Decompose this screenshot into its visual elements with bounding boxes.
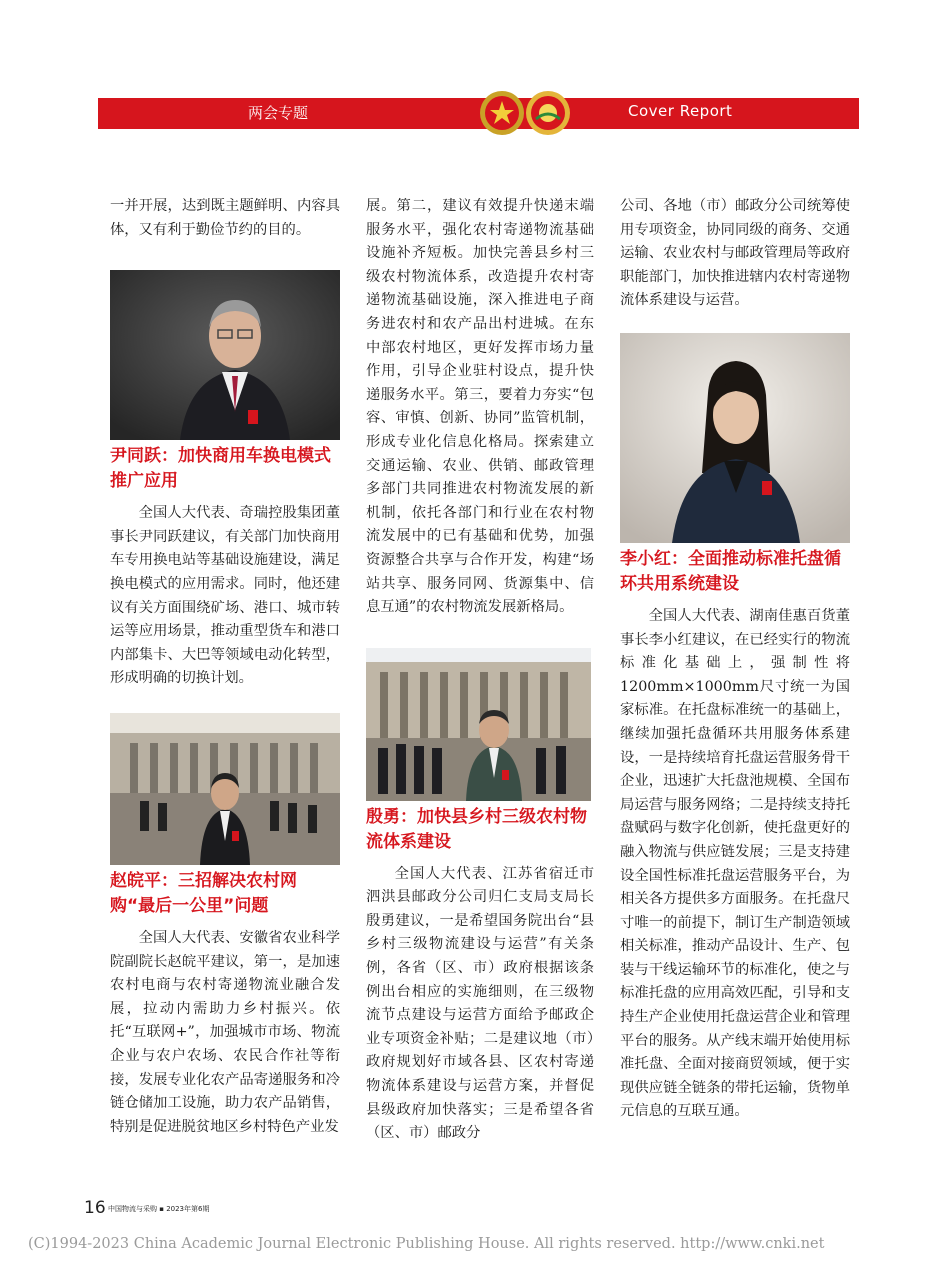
portrait-image (620, 333, 850, 543)
article-title-li: 李小红：全面推动标准托盘循环共用系统建设 (620, 548, 841, 594)
paragraph: 展。第二，建议有效提升快递末端服务水平，强化农村寄递物流基础设施补齐短板。加快完善县乡村三级农村物流体系，改造提升农村寄递物流基础设施，深入推进电子商务进农村和农产品出村进城。在东中部农村地区，更好发挥市场力量作用，引导企业驻村设点，提升快递服务水平。第三，要着力夯实“包容、审慎、创新、协同”监管机制，形成专业化信息化格局。探索建立交通运输、农业、供销、邮政管理多部门共同推进农村物流发展的新机制，依托各部门和行业在农村物流发展中的已有基础和优势，加强资源整合共享与合作开发，构建“场站共享、服务同网、货源集中、信息互通”的农村物流发展新格局。 (366, 198, 594, 616)
photo-image (366, 648, 591, 801)
article-title-zhao: 赵皖平：三招解决农村网购“最后一公里”问题 (110, 870, 297, 916)
article-title-yin: 尹同跃：加快商用车换电模式推广应用 (110, 446, 331, 492)
article-title-yin-yong: 殷勇：加快县乡村三级农村物流体系建设 (366, 806, 587, 852)
article-body-yin-yong: 全国人大代表、江苏省宿迁市泗洪县邮政分公司归仁支局支局长殷勇建议，一是希望国务院出台“县乡村三级物流建设与运营”有关条例，各省（区、市）政府根据该条例出台相应的实施细则，在三级物流节点建设与运营方面给予邮政企业专项资金补贴；二是建议地（市）政府规划好市域各县、区农村寄递物流体系建设与运营方案，并督促县级政府加快落实；三是希望各省（区、市）邮政分 (366, 865, 594, 1142)
article-body-li: 全国人大代表、湖南佳惠百货董事长李小红建议，在已经实行的物流标准化基础上，强制性将1200mm×1000mm尺寸统一为国家标准。在托盘标准统一的基础上，继续加强托盘循环共用服务体系建设，一是持续培育托盘运营服务骨干企业，迅速扩大托盘池规模、全国布局运营与服务网络；二是持续支持托盘赋码与数字化创新，使托盘更好的融入物流与供应链发展；三是支持建设全国性标准托盘运营服务平台，为相关各方提供多方面服务。在托盘尺寸唯一的前提下，制订生产制造领域相关标准，推动产品设计、生产、包装与干线运输环节的标准化，使之与标准托盘的应用高效匹配，引导和支持生产企业使用托盘运营企业和管理平台的服务。从产线末端开始使用标准托盘、全面对接商贸领域，便于实现供应链全链条的带托运输，货物单元信息的互联互通。 (620, 607, 850, 1120)
article-body-yin: 全国人大代表、奇瑞控股集团董事长尹同跃建议，有关部门加快商用车专用换电站等基础设施建设，满足换电模式的应用需求。同时，他还建议有关方面围绕矿场、港口、城市转运等应用场景，推动重型货车和港口内部集卡、大巴等领域电动化转型，形成明确的切换计划。 (110, 505, 340, 687)
column-1 (110, 195, 340, 1139)
article-body-zhao: 全国人大代表、安徽省农业科学院副院长赵皖平建议，第一，是加速农村电商与农村寄递物流业融合发展，拉动内需助力乡村振兴。依托“互联网+”，加强城市市场、物流企业与农户农场、农民合作社等衔接，发展专业化农产品寄递服务和冷链仓储加工设施，助力农产品销售，特别是促进脱贫地区乡村特色产业发 (110, 929, 340, 1135)
photo-yin-yong (366, 648, 591, 801)
portrait-image (110, 270, 340, 440)
section-label: 两会专题 (248, 104, 309, 122)
paragraph: 公司、各地（市）邮政分公司统筹使用专项资金，协同同级的商务、交通运输、农业农村与邮政管理局等政府职能部门，加快推进辖内农村寄递物流体系建设与运营。 (620, 198, 850, 309)
portrait-photo-yin (110, 270, 340, 440)
column-2 (366, 195, 594, 1146)
section-label-en: Cover Report (628, 102, 733, 120)
photo-zhao (110, 713, 340, 865)
paragraph: 一并开展，达到既主题鲜明、内容具体，又有利于勤俭节约的目的。 (110, 198, 340, 238)
copyright-line: (C)1994-2023 China Academic Journal Electronic Publishing House. All rights reserved. http://www.cnki.net (28, 1236, 825, 1252)
page-number: 16 (84, 1198, 106, 1218)
section-banner (98, 98, 859, 129)
column-3 (620, 195, 850, 1124)
publication-info: 中国物流与采购 ▪ 2023年第6期 (108, 1205, 210, 1213)
portrait-photo-li (620, 333, 850, 543)
emblems-icon (434, 89, 614, 137)
photo-image (110, 713, 340, 865)
